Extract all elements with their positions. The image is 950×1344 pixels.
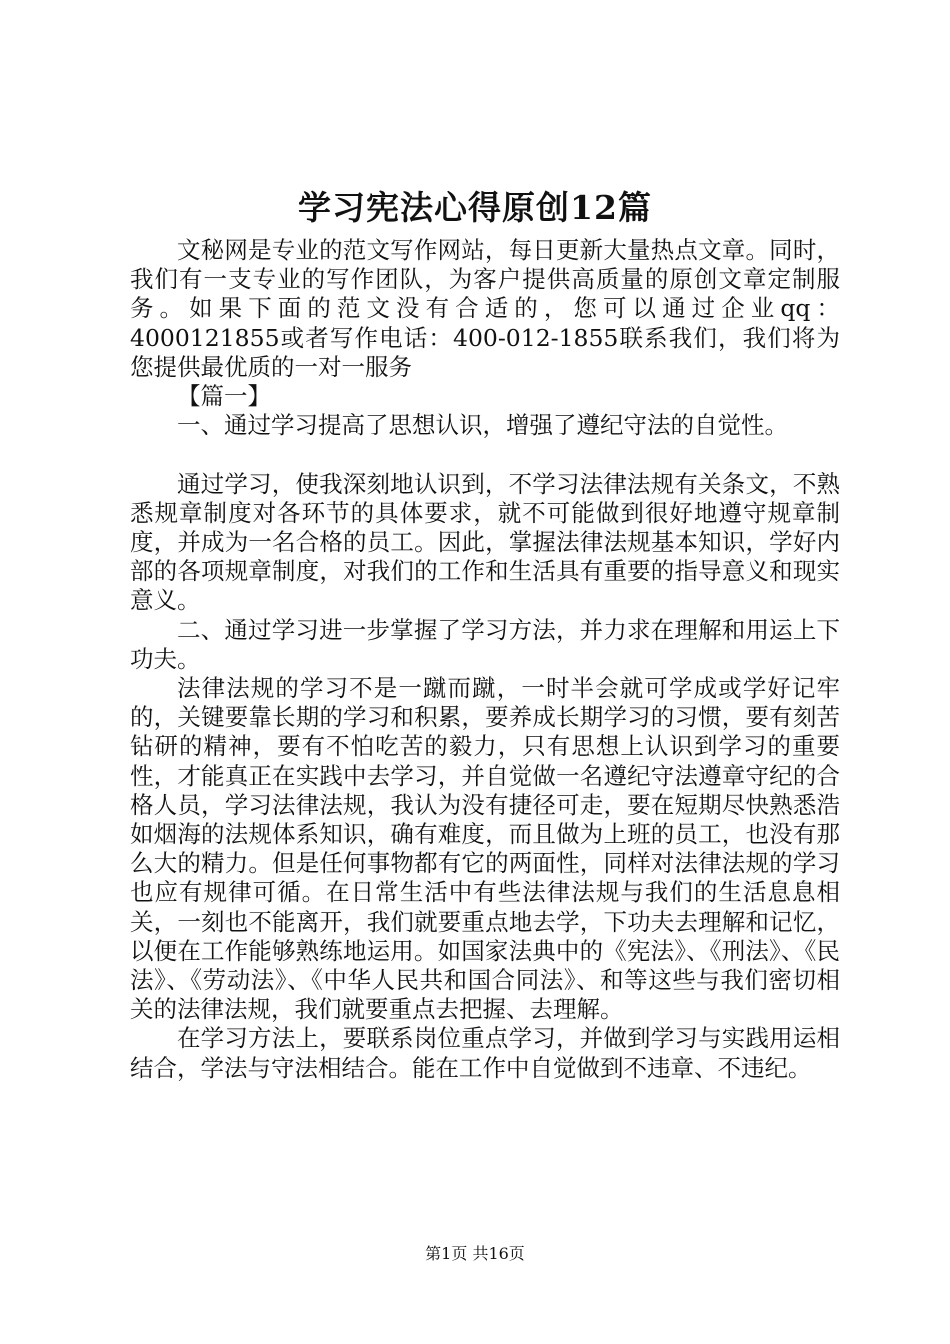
document-title: 学习宪法心得原创12篇 <box>298 188 652 227</box>
body-paragraph-3: 在学习方法上，要联系岗位重点学习，并做到学习与实践用运相结合，学法与守法相结合。能在工作中自觉做到不违章、不违纪。 <box>130 1024 840 1082</box>
page-number: 第1页 共16页 <box>425 1244 525 1263</box>
blank-line <box>130 440 840 469</box>
section-heading: 【篇一】 <box>177 382 271 411</box>
point-heading-2: 二、通过学习进一步掌握了学习方法，并力求在理解和用运上下功夫。 <box>130 615 840 673</box>
intro-paragraph: 文秘网是专业的范文写作网站，每日更新大量热点文章。同时，我们有一支专业的写作团队，为客户提供高质量的原创文章定制服务。如果下面的范文没有合适的，您可以通过企业qq：4000121855或者写作电话：400-012-1855联系我们，我们将为您提供最优质的一对一服务 <box>130 236 840 381</box>
point-heading-1: 一、通过学习提高了思想认识，增强了遵纪守法的自觉性。 <box>177 411 788 440</box>
body-paragraph-2: 法律法规的学习不是一蹴而蹴，一时半会就可学成或学好记牢的，关键要靠长期的学习和积累，要养成长期学习的习惯，要有刻苦钻研的精神，要有不怕吃苦的毅力，只有思想上认识到学习的重要性，才能真正在实践中去学习，并自觉做一名遵纪守法遵章守纪的合格人员，学习法律法规，我认为没有捷径可走，要在短期尽快熟悉浩如烟海的法规体系知识，确有难度，而且做为上班的员工，也没有那么大的精力。但是任何事物都有它的两面性，同样对法律法规的学习也应有规律可循。在日常生活中有些法律法规与我们的生活息息相关，一刻也不能离开，我们就要重点地去学，下功夫去理解和记忆，以便在工作能够熟练地运用。如国家法典中的《宪法》、《刑法》、《民法》、《劳动法》、《中华人民共和国合同法》、和等这些与我们密切相关的法律法规，我们就要重点去把握、去理解。 <box>130 674 840 1024</box>
body-paragraph-1: 通过学习，使我深刻地认识到，不学习法律法规有关条文，不熟悉规章制度对各环节的具体要求，就不可能做到很好地遵守规章制度，并成为一名合格的员工。因此，掌握法律法规基本知识，学好内部的各项规章制度，对我们的工作和生活具有重要的指导意义和现实意义。 <box>130 469 840 615</box>
document-body <box>130 236 840 1083</box>
